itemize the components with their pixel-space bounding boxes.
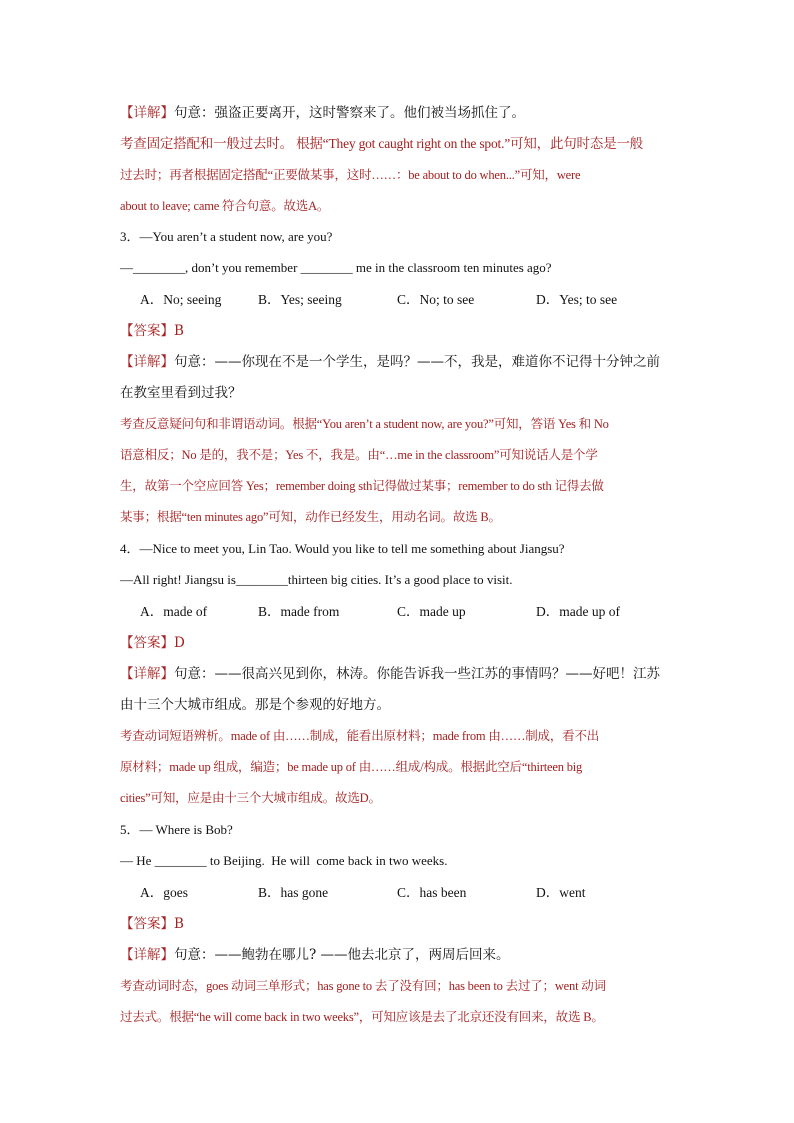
detail-line: 过去时；再者根据固定搭配“正要做某事，这时……：be about to do when...”可知，were — [120, 168, 581, 182]
detail-line: 某事；根据“ten minutes ago”可知，动作已经发生，用动名词。故选 B。 — [120, 510, 501, 524]
option-c: C．made up — [397, 604, 466, 619]
detail-tag: 【详解】 — [120, 947, 174, 963]
question-5-line: 5．— Where is Bob? — [120, 822, 233, 837]
answer-value: D — [174, 635, 185, 651]
option-c: C．No; to see — [397, 292, 475, 307]
detail-line: cities”可知，应是由十三个大城市组成。故选D。 — [120, 791, 381, 805]
detail-line: 考查动词短语辨析。made of 由……制成，能看出原材料；made from 由……制成，看不出 — [120, 729, 600, 743]
detail-line: 考查动词时态，goes 动词三单形式；has gone to 去了没有回；has been to 去过了；went 动词 — [120, 979, 606, 993]
answer-tag: 【答案】 — [120, 323, 174, 339]
answer-tag: 【答案】 — [120, 635, 174, 651]
answer-tag: 【答案】 — [120, 916, 174, 932]
detail-line: 原材料；made up 组成，编造；be made up of 由……组成/构成。根据此空后“thirteen big — [120, 760, 583, 774]
detail-line: 过去式。根据“he will come back in two weeks”，可知应该是去了北京还没有回来，故选 B。 — [120, 1010, 604, 1024]
detail-line: 【详解】句意：——鲍勃在哪儿? ——他去北京了，两周后回来。 — [120, 947, 510, 963]
option-b: B．made from — [258, 604, 340, 619]
detail-line: 【详解】句意：——很高兴见到你，林涛。你能告诉我一些江苏的事情吗？——好吧！江苏 — [120, 666, 660, 682]
question-4-line: —All right! Jiangsu is________thirteen big cities. It’s a good place to visit. — [120, 572, 513, 587]
question-3-line: 3．—You aren’t a student now, are you? — [120, 229, 333, 244]
question-3-line: —________, don’t you remember ________ me in the classroom ten minutes ago? — [120, 260, 552, 275]
detail-line: 【详解】句意：——你现在不是一个学生，是吗？——不，我是，难道你不记得十分钟之前 — [120, 354, 660, 370]
answer-line — [120, 321, 680, 341]
detail-tag: 【详解】 — [120, 105, 174, 121]
detail-line: 【详解】句意：强盗正要离开，这时警察来了。他们被当场抓住了。 — [120, 105, 525, 121]
option-d: D．made up of — [536, 604, 620, 619]
detail-line: 由十三个大城市组成。那是个参观的好地方。 — [120, 697, 390, 713]
answer-value: B — [174, 323, 184, 339]
answer-value: B — [174, 916, 184, 932]
answer-line — [120, 914, 680, 934]
option-d: D．Yes; to see — [536, 292, 618, 307]
detail-line: about to leave; came 符合句意。故选A。 — [120, 199, 330, 213]
answer-line — [120, 633, 680, 653]
detail-line: 考查固定搭配和一般过去时。 根据“They got caught right on the spot.”可知，此句时态是一般 — [120, 136, 644, 151]
option-b: B．Yes; seeing — [258, 292, 342, 307]
detail-line: 在教室里看到过我？ — [120, 385, 242, 401]
detail-line: 生，故第一个空应回答 Yes；remember doing sth记得做过某事；remember to do sth 记得去做 — [120, 479, 604, 493]
detail-tag: 【详解】 — [120, 354, 174, 370]
option-b: B．has gone — [258, 885, 329, 900]
question-4-line: 4．—Nice to meet you, Lin Tao. Would you like to tell me something about Jiangsu? — [120, 541, 565, 556]
option-a: A．goes — [140, 885, 188, 900]
option-d: D．went — [536, 885, 586, 900]
option-a: A．No; seeing — [140, 292, 222, 307]
question-5-line: — He ________ to Beijing. He will come back in two weeks. — [120, 853, 448, 868]
option-c: C．has been — [397, 885, 467, 900]
detail-line: 语意相反；No 是的，我不是；Yes 不，我是。由“…me in the classroom”可知说话人是个学 — [120, 448, 598, 462]
detail-line: 考查反意疑问句和非谓语动词。根据“You aren’t a student now, are you?”可知，答语 Yes 和 No — [120, 417, 609, 431]
detail-tag: 【详解】 — [120, 666, 174, 682]
option-a: A．made of — [140, 604, 208, 619]
